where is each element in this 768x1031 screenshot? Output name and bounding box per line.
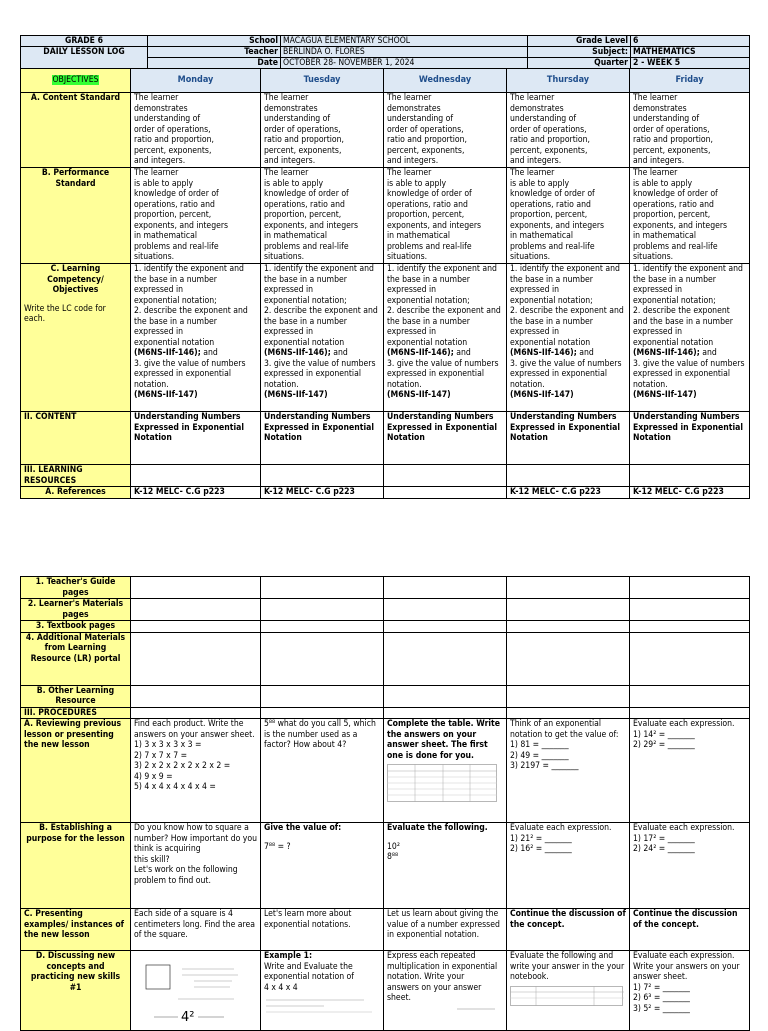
competency-text: and 3. give the value of numbers expressed in exponential notation.	[134, 348, 246, 390]
empty-cell	[131, 685, 261, 707]
grade-label: GRADE 6	[21, 36, 148, 47]
competency-text: 1. identify the exponent and the base in a number expressed in exponential notation; 2. describe the exponent and the base in a number expressed in exponential notation	[387, 264, 501, 348]
reference-tuesday: K-12 MELC- C.G p223	[261, 487, 384, 499]
learners-materials-label: 2. Learner's Materials pages	[21, 599, 131, 621]
lesson-log-table-continued	[20, 576, 750, 1031]
empty-cell	[261, 465, 384, 487]
competency-cell	[384, 264, 507, 412]
procedure-b-tuesday-expr: 7⁸⁸ = ?	[264, 841, 291, 852]
empty-cell	[384, 632, 507, 685]
content-label: II. CONTENT	[21, 412, 131, 465]
empty-cell	[630, 621, 750, 633]
day-header-friday: Friday	[630, 69, 750, 93]
content-standard-cell: The learner demonstrates understanding of order of operations, ratio and proportion, percent, exponents, and integers.	[507, 93, 630, 168]
empty-cell	[630, 685, 750, 707]
procedure-b-thursday: Evaluate each expression. 1) 21² = _______ 2) 16² = _______	[507, 823, 630, 909]
competency-code: (M6NS-IIf-146);	[387, 348, 454, 358]
content-standard-cell: The learner demonstrates understanding of order of operations, ratio and proportion, percent, exponents, and integers.	[131, 93, 261, 168]
competency-code: (M6NS-IIf-147)	[134, 390, 198, 400]
performance-standard-cell: The learner is able to apply knowledge of order of operations, ratio and proportion, percent, exponents, and integers in mathematical problems and real-life situations.	[384, 168, 507, 264]
square-area-figure	[134, 951, 254, 1026]
competency-text: and 3. give the value of numbers expressed in exponential notation.	[633, 348, 745, 390]
empty-cell	[507, 465, 630, 487]
procedure-b-friday: Evaluate each expression. 1) 17² = _______ 2) 24² = _______	[630, 823, 750, 909]
competency-code: (M6NS-IIf-146);	[264, 348, 331, 358]
empty-cell	[261, 707, 384, 719]
teachers-guide-label: 1. Teacher's Guide pages	[21, 577, 131, 599]
procedure-d-monday-cell	[131, 951, 261, 1031]
table-thumbnail	[387, 764, 497, 802]
competency-label: C. Learning Competency/ Objectives	[47, 264, 104, 295]
daily-lesson-log-title: DAILY LESSON LOG	[21, 47, 148, 69]
content-standard-cell: The learner demonstrates understanding of order of operations, ratio and proportion, percent, exponents, and integers.	[630, 93, 750, 168]
day-header-tuesday: Tuesday	[261, 69, 384, 93]
empty-cell	[384, 465, 507, 487]
empty-cell	[507, 621, 630, 633]
quarter-value: 2 - WEEK 5	[631, 58, 750, 69]
procedure-b-tuesday: Give the value of:	[264, 823, 342, 833]
content-cell: Understanding Numbers Expressed in Exponential Notation	[630, 412, 750, 465]
empty-cell	[131, 577, 261, 599]
empty-cell	[384, 577, 507, 599]
objectives-label: OBJECTIVES	[52, 75, 99, 86]
empty-cell	[507, 707, 630, 719]
procedure-c-tuesday: Let's learn more about exponential notations.	[261, 909, 384, 951]
textbook-pages-label: 3. Textbook pages	[21, 621, 131, 633]
references-label: A. References	[21, 487, 131, 499]
competency-text: and 3. give the value of numbers expressed in exponential notation.	[264, 348, 376, 390]
empty-cell	[384, 707, 507, 719]
subject-value: MATHEMATICS	[631, 47, 750, 58]
header-table	[20, 35, 750, 69]
procedure-d-wednesday-cell	[384, 951, 507, 1031]
empty-cell	[630, 707, 750, 719]
procedure-a-tuesday: 5⁸⁸ what do you call 5, which is the number used as a factor? How about 4?	[261, 719, 384, 823]
procedure-d-thursday: Evaluate the following and write your answer in the your notebook.	[510, 951, 625, 982]
performance-standard-cell: The learner is able to apply knowledge of order of operations, ratio and proportion, percent, exponents, and integers in mathematical problems and real-life situations.	[630, 168, 750, 264]
quarter-label: Quarter	[528, 58, 631, 69]
empty-cell	[507, 685, 630, 707]
competency-note: Write the LC code for each.	[24, 303, 106, 324]
procedure-d-wednesday: Express each repeated multiplication in exponential notation. Write your answers on your answer sheet.	[387, 951, 498, 1003]
competency-code: (M6NS-IIf-146);	[510, 348, 577, 358]
competency-cell	[261, 264, 384, 412]
teacher-label: Teacher	[148, 47, 281, 58]
procedure-d-label: D. Discussing new concepts and practicing new skills #1	[21, 951, 131, 1031]
competency-code: (M6NS-IIf-146);	[633, 348, 700, 358]
procedure-c-wednesday: Let us learn about giving the value of a number expressed in exponential notation.	[384, 909, 507, 951]
content-standard-cell: The learner demonstrates understanding of order of operations, ratio and proportion, percent, exponents, and integers.	[384, 93, 507, 168]
content-cell: Understanding Numbers Expressed in Exponential Notation	[507, 412, 630, 465]
additional-materials-label: 4. Additional Materials from Learning Resource (LR) portal	[21, 632, 131, 685]
procedure-c-label: C. Presenting examples/ instances of the new lesson	[21, 909, 131, 951]
procedure-d-tuesday-head: Example 1:	[264, 951, 313, 961]
competency-code: (M6NS-IIf-146);	[134, 348, 201, 358]
notation-thumbnail	[387, 1004, 497, 1012]
reference-wednesday	[384, 487, 507, 499]
competency-text: 1. identify the exponent and the base in a number expressed in exponential notation; 2. describe the exponent and the base in a number expressed in exponential notation	[510, 264, 624, 348]
content-cell: Understanding Numbers Expressed in Exponential Notation	[131, 412, 261, 465]
performance-standard-cell: The learner is able to apply knowledge of order of operations, ratio and proportion, percent, exponents, and integers in mathematical problems and real-life situations.	[131, 168, 261, 264]
reference-monday: K-12 MELC- C.G p223	[131, 487, 261, 499]
procedure-b-label: B. Establishing a purpose for the lesson	[21, 823, 131, 909]
other-resource-label: B. Other Learning Resource	[21, 685, 131, 707]
procedure-a-thursday: Think of an exponential notation to get the value of: 1) 81 = _______ 2) 49 = _______ 3) 2197 = _______	[507, 719, 630, 823]
empty-cell	[261, 685, 384, 707]
empty-cell	[384, 599, 507, 621]
empty-cell	[131, 621, 261, 633]
competency-cell	[630, 264, 750, 412]
empty-cell	[261, 577, 384, 599]
competency-cell	[131, 264, 261, 412]
competency-text: 1. identify the exponent and the base in a number expressed in exponential notation; 2. describe the exponent and the base in a number expressed in exponential notation	[633, 264, 743, 348]
procedure-b-wednesday: Evaluate the following.	[387, 823, 488, 833]
objectives-header	[21, 69, 131, 93]
procedure-a-wednesday-cell	[384, 719, 507, 823]
competency-text: and 3. give the value of numbers expressed in exponential notation.	[510, 348, 622, 390]
competency-text: 1. identify the exponent and the base in a number expressed in exponential notation; 2. describe the exponent and the base in a number expressed in exponential notation	[134, 264, 248, 348]
empty-cell	[131, 465, 261, 487]
exponent-example: 4²	[181, 1010, 195, 1025]
teacher-value: BERLINDA O. FLORES	[281, 47, 528, 58]
empty-cell	[131, 599, 261, 621]
procedure-a-monday: Find each product. Write the answers on your answer sheet. 1) 3 x 3 x 3 x 3 = 2) 7 x 7 x 7 = 3) 2 x 2 x 2 x 2 x 2 x 2 = 4) 9 x 9 = 5) 4 x 4 x 4 x 4 x 4 =	[131, 719, 261, 823]
procedure-c-friday: Continue the discussion of the concept.	[630, 909, 750, 951]
performance-standard-cell: The learner is able to apply knowledge of order of operations, ratio and proportion, percent, exponents, and integers in mathematical problems and real-life situations.	[507, 168, 630, 264]
empty-cell	[131, 707, 261, 719]
empty-cell	[384, 685, 507, 707]
procedure-a-friday: Evaluate each expression. 1) 14² = _______ 2) 29² = _______	[630, 719, 750, 823]
procedure-b-monday: Do you know how to square a number? How important do you think is acquiring this skill? Let's work on the following problem to find out.	[131, 823, 261, 909]
procedure-d-friday: Evaluate each expression. Write your answers on your answer sheet. 1) 7² = _______ 2) 6³ = _______ 3) 5² = _______	[630, 951, 750, 1031]
empty-cell	[261, 599, 384, 621]
procedure-d-thursday-cell	[507, 951, 630, 1031]
empty-cell	[384, 621, 507, 633]
day-header-monday: Monday	[131, 69, 261, 93]
empty-cell	[630, 632, 750, 685]
competency-code: (M6NS-IIf-147)	[510, 390, 574, 400]
procedure-d-tuesday: Write and Evaluate the exponential notation of 4 x 4 x 4	[264, 961, 355, 993]
competency-code: (M6NS-IIf-147)	[633, 390, 697, 400]
empty-cell	[630, 577, 750, 599]
school-value: MACAGUA ELEMENTARY SCHOOL	[281, 36, 528, 47]
procedure-a-wednesday: Complete the table. Write the answers on your answer sheet. The first one is done for you.	[387, 719, 500, 761]
empty-cell	[261, 632, 384, 685]
grade-level-label: Grade Level	[528, 36, 631, 47]
date-value: OCTOBER 28- NOVEMBER 1, 2024	[281, 58, 528, 69]
procedure-b-wednesday-expr: 10² 8⁸⁸	[387, 841, 400, 862]
procedure-c-monday: Each side of a square is 4 centimeters long. Find the area of the square.	[131, 909, 261, 951]
date-label: Date	[148, 58, 281, 69]
learning-resources-label: III. LEARNING RESOURCES	[21, 465, 131, 487]
content-standard-label: A. Content Standard	[21, 93, 131, 168]
lesson-log-table	[20, 68, 750, 499]
empty-cell	[507, 577, 630, 599]
procedure-c-thursday: Continue the discussion of the concept.	[507, 909, 630, 951]
empty-cell	[507, 632, 630, 685]
procedure-a-label: A. Reviewing previous lesson or presenting the new lesson	[21, 719, 131, 823]
day-header-thursday: Thursday	[507, 69, 630, 93]
empty-cell	[131, 632, 261, 685]
content-cell: Understanding Numbers Expressed in Exponential Notation	[384, 412, 507, 465]
performance-standard-label: B. Performance Standard	[21, 168, 131, 264]
competency-code: (M6NS-IIf-147)	[387, 390, 451, 400]
grade-level-value: 6	[631, 36, 750, 47]
answer-table-thumbnail	[510, 986, 624, 1006]
procedures-label: III. PROCEDURES	[21, 707, 131, 719]
procedure-b-tuesday-cell	[261, 823, 384, 909]
content-cell: Understanding Numbers Expressed in Exponential Notation	[261, 412, 384, 465]
content-standard-cell: The learner demonstrates understanding of order of operations, ratio and proportion, percent, exponents, and integers.	[261, 93, 384, 168]
competency-text: and 3. give the value of numbers expressed in exponential notation.	[387, 348, 499, 390]
competency-text: 1. identify the exponent and the base in a number expressed in exponential notation; 2. describe the exponent and the base in a number expressed in exponential notation	[264, 264, 378, 348]
empty-cell	[630, 599, 750, 621]
empty-cell	[507, 599, 630, 621]
reference-friday: K-12 MELC- C.G p223	[630, 487, 750, 499]
competency-label-cell	[21, 264, 131, 412]
procedure-b-wednesday-cell	[384, 823, 507, 909]
empty-cell	[630, 465, 750, 487]
competency-cell	[507, 264, 630, 412]
school-label: School	[148, 36, 281, 47]
performance-standard-cell: The learner is able to apply knowledge of order of operations, ratio and proportion, percent, exponents, and integers in mathematical problems and real-life situations.	[261, 168, 384, 264]
day-header-wednesday: Wednesday	[384, 69, 507, 93]
procedure-d-tuesday-cell	[261, 951, 384, 1031]
competency-code: (M6NS-IIf-147)	[264, 390, 328, 400]
reference-thursday: K-12 MELC- C.G p223	[507, 487, 630, 499]
empty-cell	[261, 621, 384, 633]
exponent-diagram	[264, 996, 376, 1018]
subject-label: Subject:	[528, 47, 631, 58]
